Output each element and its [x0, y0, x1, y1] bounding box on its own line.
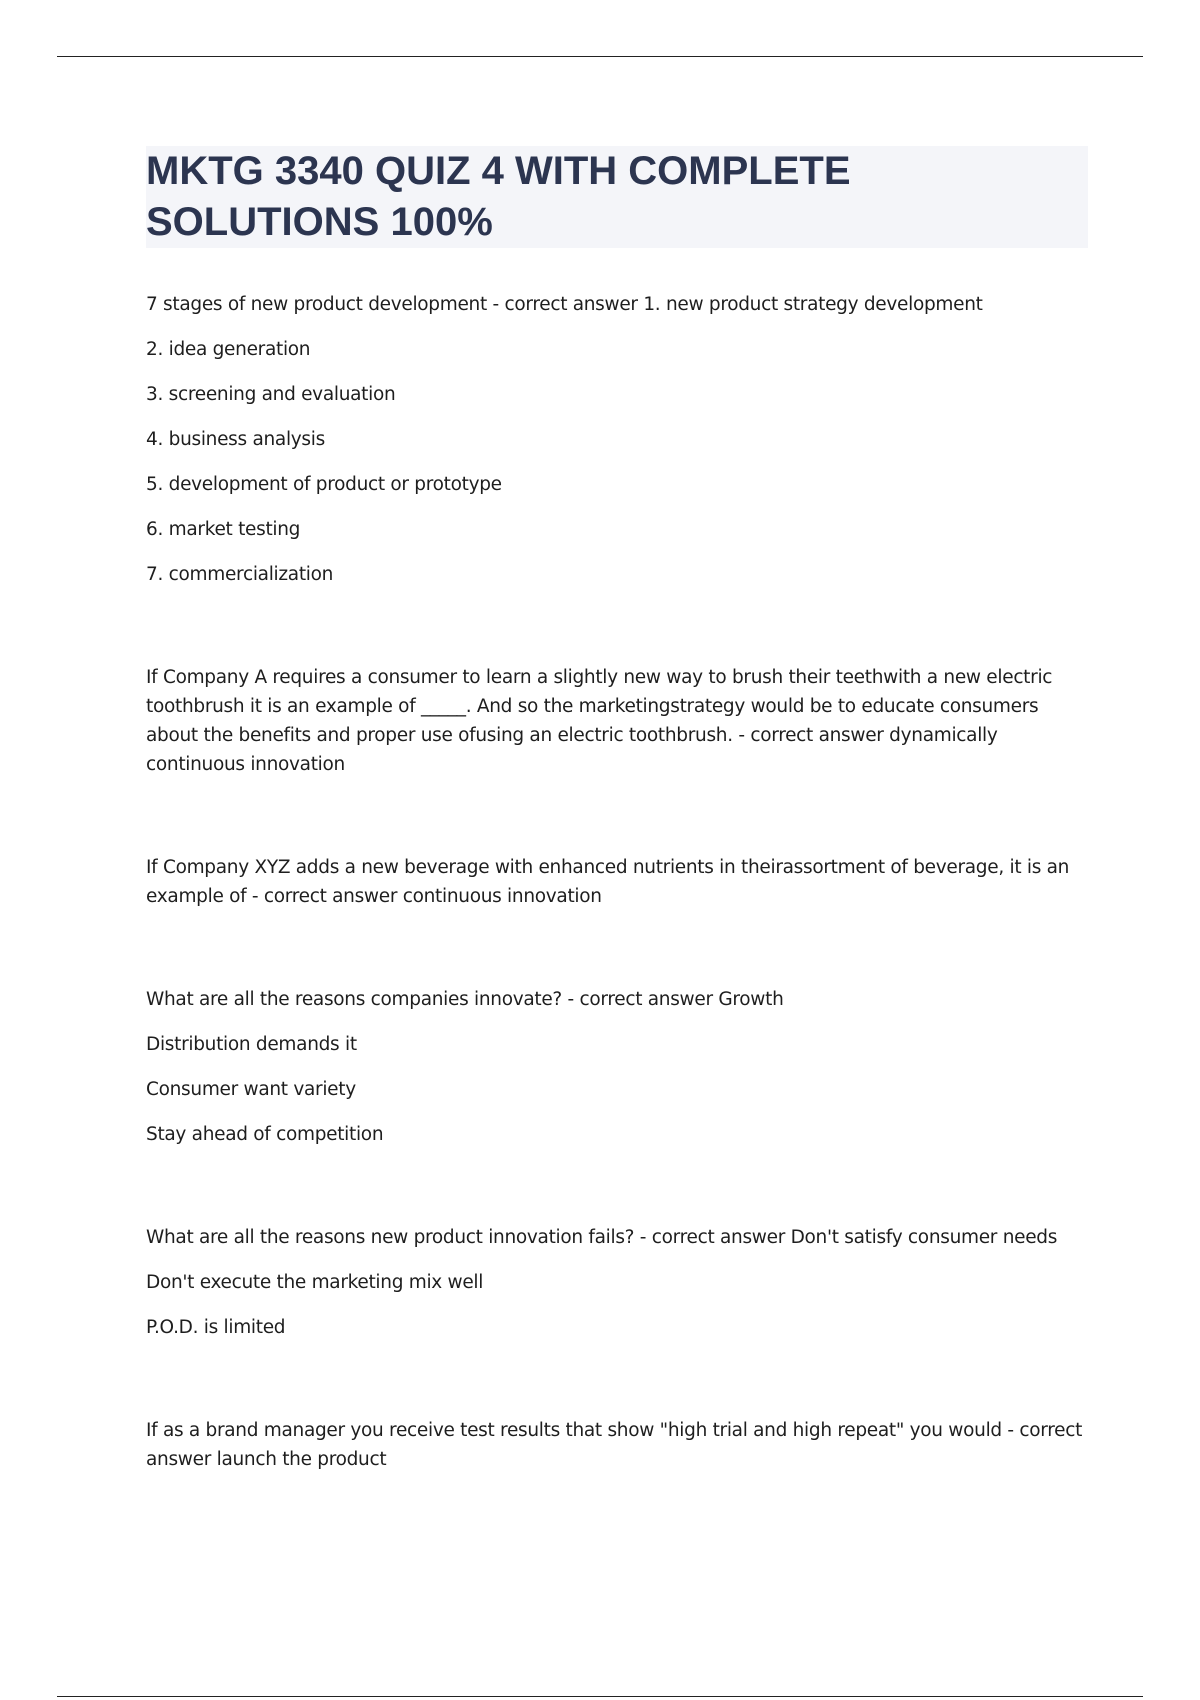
quiz-line: What are all the reasons companies innovate? - correct answer Growth — [146, 989, 784, 1010]
quiz-line: If as a brand manager you receive test results that show "high trial and high repeat" you would - correct answer launch the product — [146, 1420, 1083, 1470]
quiz-content — [146, 290, 1088, 1474]
quiz-line: 6. market testing — [146, 519, 301, 540]
quiz-line: If Company A requires a consumer to learn a slightly new way to brush their teethwith a new electric toothbrush it is an example of _____. And so the marketingstrategy would be to educate consumers about the benefits and proper use ofusing an electric toothbrush. - correct answer dynamically continuous innovation — [146, 667, 1053, 775]
quiz-item — [146, 853, 1088, 911]
bottom-rule — [57, 1696, 1143, 1697]
spacer — [146, 1342, 1088, 1416]
quiz-line: What are all the reasons new product innovation fails? - correct answer Don't satisfy consumer needs — [146, 1227, 1058, 1248]
quiz-item — [146, 663, 1088, 779]
quiz-item — [146, 290, 1088, 589]
quiz-line: P.O.D. is limited — [146, 1317, 286, 1338]
quiz-line: Stay ahead of competition — [146, 1124, 384, 1145]
spacer — [146, 779, 1088, 853]
spacer — [146, 1149, 1088, 1223]
quiz-line: Distribution demands it — [146, 1034, 357, 1055]
quiz-line: 3. screening and evaluation — [146, 384, 396, 405]
quiz-item — [146, 1416, 1088, 1474]
quiz-line: 7 stages of new product development - correct answer 1. new product strategy development — [146, 294, 983, 315]
top-rule — [57, 56, 1143, 57]
quiz-line: Consumer want variety — [146, 1079, 356, 1100]
quiz-line: 4. business analysis — [146, 429, 325, 450]
quiz-line: 2. idea generation — [146, 339, 311, 360]
title-banner — [146, 146, 1088, 248]
spacer — [146, 911, 1088, 985]
quiz-item — [146, 1223, 1088, 1342]
quiz-line: 5. development of product or prototype — [146, 474, 502, 495]
spacer — [146, 589, 1088, 663]
quiz-line: 7. commercialization — [146, 564, 334, 585]
quiz-line: Don't execute the marketing mix well — [146, 1272, 484, 1293]
quiz-line: If Company XYZ adds a new beverage with enhanced nutrients in theirassortment of beverage, it is an example of - correct answer continuous innovation — [146, 857, 1070, 907]
quiz-item — [146, 985, 1088, 1149]
page-title: MKTG 3340 QUIZ 4 WITH COMPLETE SOLUTIONS 100% — [146, 149, 851, 244]
